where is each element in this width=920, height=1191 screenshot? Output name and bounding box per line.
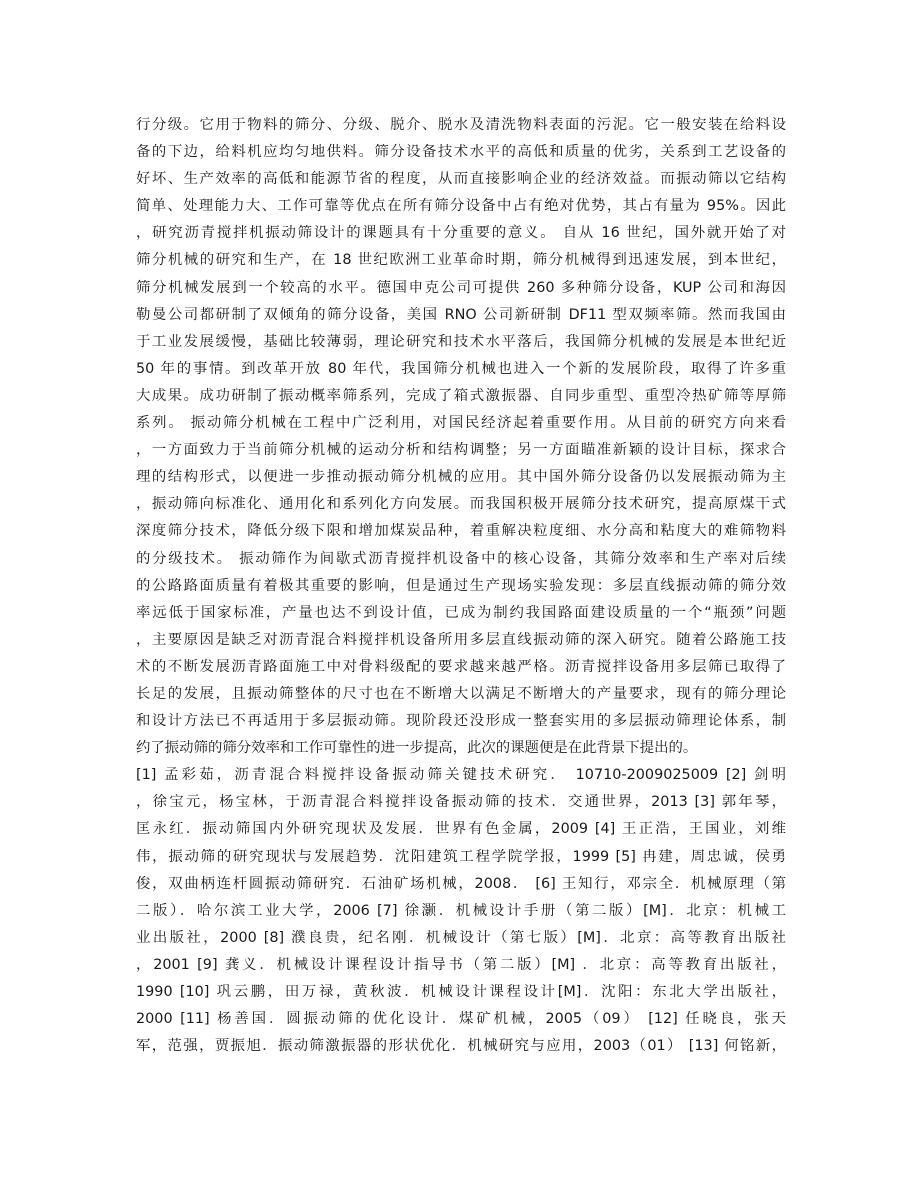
reference-line: ，2001 [9] 龚义．机械设计课程设计指导书（第二版）[M] ．北京：高等教育出版社， [136,956,786,973]
text-line: 理的结构形式，以便进一步推动振动筛分机械的应用。其中国外筛分设备仍以发展振动筛为主 [136,469,786,486]
reference-line: 匡永红．振动筛国内外研究现状及发展．世界有色金属，2009 [4] 王正浩，王国业，刘维 [136,821,786,838]
text-line: 好坏、生产效率的高低和能源节省的程度，从而直接影响企业的经济效益。而振动筛以它结构 [136,171,786,188]
reference-line: 伟，振动筛的研究现状与发展趋势．沈阳建筑工程学院学报，1999 [5] 冉建，周忠诚，侯勇 [136,848,786,865]
reference-line: ，徐宝元，杨宝林，于沥青混合料搅拌设备振动筛的技术．交通世界，2013 [3] 郭年琴， [136,794,786,811]
text-line: 深度筛分技术，降低分级下限和增加煤炭品种，着重解决粒度细、水分高和粘度大的难筛物料 [136,523,786,540]
text-line: ，一方面致力于当前筛分机械的运动分析和结构调整；另一方面瞄准新颖的设计目标，探求合 [136,442,786,459]
text-line: 的分级技术。 振动筛作为间歇式沥青搅拌机设备中的核心设备，其筛分效率和生产率对后续 [136,550,786,567]
text-line: 和设计方法已不再适用于多层振动筛。现阶段还没形成一整套实用的多层振动筛理论体系，制 [136,713,786,730]
text-line: ，主要原因是缺乏对沥青混合料搅拌机设备所用多层直线振动筛的深入研究。随着公路施工技 [136,631,786,648]
reference-line: 业出版社，2000 [8] 濮良贵，纪名刚．机械设计（第七版）[M]．北京：高等教育出版社 [136,929,786,946]
text-line: 大成果。成功研制了振动概率筛系列，完成了箱式激振器、自同步重型、重型冷热矿筛等厚筛 [136,387,786,404]
text-line: 术的不断发展沥青路面施工中对骨料级配的要求越来越严格。沥青搅拌设备用多层筛已取得了 [136,658,786,675]
reference-line: 二版）．哈尔滨工业大学，2006 [7] 徐灏．机械设计手册（第二版）[M]．北京：机械工 [136,902,786,919]
document-body [136,112,786,1060]
text-line: 的公路路面质量有着极其重要的影响，但是通过生产现场实验发现：多层直线振动筛的筛分效 [136,577,786,594]
reference-line: 1990 [10] 巩云鹏，田万禄，黄秋波．机械设计课程设计[M]．沈阳：东北大学出版社， [136,984,786,1000]
reference-line: 军，范强，贾振旭．振动筛激振器的形状优化．机械研究与应用，2003（01） [13] 何铭新， [136,1038,786,1055]
reference-line: 俊，双曲柄连杆圆振动筛研究．石油矿场机械，2008． [6] 王知行，邓宗全．机械原理（第 [136,875,786,892]
text-line: 约了振动筛的筛分效率和工作可靠性的进一步提高，此次的课题便是在此背景下提出的。 [136,740,698,757]
text-line: 备的下边，给料机应均匀地供料。筛分设备技术水平的高低和质量的优劣，关系到工艺设备的 [136,144,786,161]
text-line: 勒曼公司都研制了双倾角的筛分设备，美国 RNO 公司新研制 DF11 型双频率筛。然而我国由 [136,306,786,323]
text-line: 筛分机械的研究和生产，在 18 世纪欧洲工业革命时期，筛分机械得到迅速发展，到本世纪， [136,252,786,269]
text-line: ，振动筛向标准化、通用化和系列化方向发展。而我国积极开展筛分技术研究，提高原煤干式 [136,496,786,513]
text-line: 率远低于国家标准，产量也达不到设计值，已成为制约我国路面建设质量的一个“瓶颈”问题 [136,604,786,621]
text-line: 系列。 振动筛分机械在工程中广泛利用，对国民经济起着重要作用。从目前的研究方向来看 [136,415,786,432]
text-line: 行分级。它用于物料的筛分、分级、脱介、脱水及清洗物料表面的污泥。它一般安装在给料设 [136,117,786,133]
reference-line: 2000 [11] 杨善国．圆振动筛的优化设计．煤矿机械，2005（09） [12] 任晓良，张天 [136,1011,786,1028]
text-line: 于工业发展缓慢，基础比较薄弱，理论研究和技术水平落后，我国筛分机械的发展是本世纪近 [136,333,786,350]
text-line: 简单、处理能力大、工作可靠等优点在所有筛分设备中占有绝对优势，其占有量为 95%。因此 [136,198,786,215]
reference-line: [1] 孟彩茹，沥青混合料搅拌设备振动筛关键技术研究． 10710-2009025009 [2] 剑明 [136,767,786,784]
text-line: 长足的发展，且振动筛整体的尺寸也在不断增大以满足不断增大的产量要求，现有的筛分理论 [136,685,786,702]
text-line: ，研究沥青搅拌机振动筛设计的课题具有十分重要的意义。 自从 16 世纪，国外就开始了对 [136,225,786,242]
text-line: 筛分机械发展到一个较高的水平。德国申克公司可提供 260 多种筛分设备，KUP 公司和海因 [136,279,786,296]
text-line: 50 年的事情。到改革开放 80 年代，我国筛分机械也进入一个新的发展阶段，取得了许多重 [136,360,786,377]
